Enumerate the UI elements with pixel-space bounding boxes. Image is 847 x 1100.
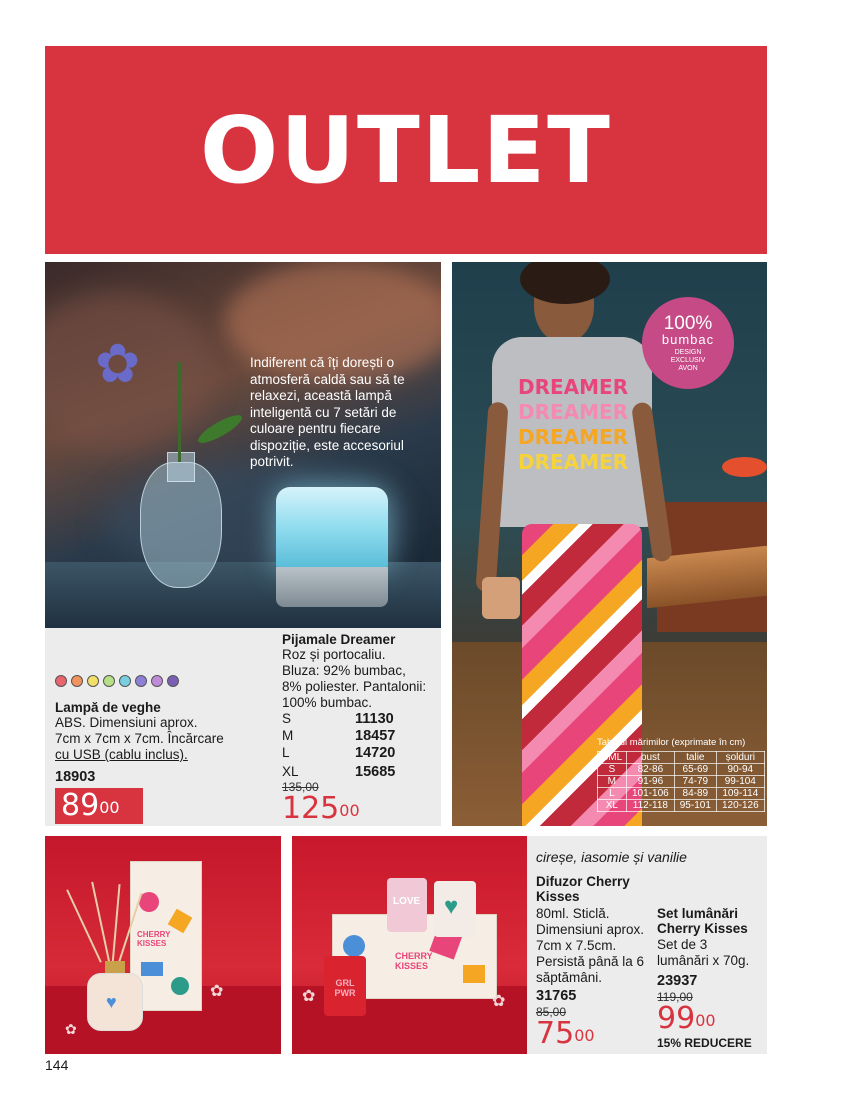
size-label: L — [282, 745, 290, 760]
badge-percent: 100% — [663, 313, 713, 334]
pajamas-price: $125^{00}$ — [282, 791, 360, 826]
box-label: CHERRY — [395, 951, 433, 961]
table-row — [598, 800, 765, 812]
candles-code: 23937 — [657, 973, 698, 989]
size-table — [597, 751, 765, 812]
diffuser-code: 31765 — [536, 988, 577, 1004]
table-cell: 99-104 — [716, 776, 764, 788]
lamp-details: cu USB (cablu inclus). — [55, 747, 188, 762]
lamp-details: ABS. Dimensiuni aprox. — [55, 715, 198, 730]
size-label: S — [282, 711, 292, 726]
candle-label: LOVE — [393, 896, 421, 907]
badge-text: AVON — [678, 365, 698, 372]
diffuser-details: Dimensiuni aprox. — [536, 922, 645, 937]
cherry-kisses-info-panel — [527, 836, 767, 1054]
pajamas-details: Roz și portocaliu. — [282, 647, 386, 662]
color-dot — [151, 675, 163, 687]
table-header: SML — [598, 752, 627, 764]
size-chart-caption: Tabelul mărimilor (exprimate în cm) — [597, 737, 746, 748]
color-dot — [55, 675, 67, 687]
candle-heart: ♥ — [434, 881, 476, 937]
color-dot — [135, 675, 147, 687]
size-code: 14720 — [355, 745, 396, 761]
color-dot — [71, 675, 83, 687]
pajamas-old-price: 135,00 — [282, 780, 319, 794]
color-dot — [103, 675, 115, 687]
banner-title: OUTLET — [200, 96, 612, 204]
diffuser-price: $75^{00}$ — [536, 1016, 595, 1051]
table-cell: 109-114 — [716, 788, 764, 800]
table-cell: 101-106 — [626, 788, 674, 800]
table-row — [598, 776, 765, 788]
badge-text: DESIGN — [674, 349, 702, 356]
size-label: XL — [282, 764, 299, 779]
pajamas-info-panel — [279, 628, 441, 826]
shirt-print: DREAMER — [518, 375, 629, 399]
table-cell: L — [598, 788, 627, 800]
smart-lamp — [276, 487, 388, 607]
pajamas-details: 8% poliester. Pantalonii: — [282, 679, 427, 694]
box-label: KISSES — [395, 961, 429, 971]
lamp-title: Lampă de veghe — [55, 700, 161, 715]
table-header: talie — [675, 752, 717, 764]
diffuser-bottle: ♥ — [87, 973, 143, 1031]
size-code: 18457 — [355, 728, 396, 744]
diffuser-old-price: 85,00 — [536, 1005, 567, 1019]
table-cell: 120-126 — [716, 800, 764, 812]
table-header-row — [598, 752, 765, 764]
table-cell: 82-86 — [626, 764, 674, 776]
table-cell: M — [598, 776, 627, 788]
pajamas-details: 100% bumbac. — [282, 695, 373, 710]
size-code: 11130 — [355, 711, 394, 727]
table-header: șolduri — [716, 752, 764, 764]
diffuser-details: Persistă până la 6 — [536, 954, 645, 969]
candles-title: Cherry Kisses — [657, 921, 748, 936]
candles-title: Set lumânări — [657, 906, 739, 921]
box-label: KISSES — [137, 939, 167, 948]
table-cell: 91-96 — [626, 776, 674, 788]
candle-grl-pwr — [324, 956, 366, 1016]
color-dot — [119, 675, 131, 687]
table-cell: 112-118 — [626, 800, 674, 812]
pajama-shirt — [492, 337, 652, 527]
lamp-details: 7cm x 7cm x 7cm. Încărcare — [55, 731, 224, 746]
lamp-info-panel — [45, 628, 279, 826]
badge-material: bumbac — [661, 332, 715, 347]
flower-icon: ✿ — [95, 334, 141, 394]
diffuser-details: 7cm x 7.5cm. — [536, 938, 617, 953]
diffuser-title: Difuzor Cherry — [536, 874, 630, 889]
page-number: 144 — [45, 1057, 69, 1073]
lamp-price: $89^{00}$ — [61, 788, 120, 823]
lamp-code: 18903 — [55, 769, 96, 785]
color-dot — [87, 675, 99, 687]
box-label: CHERRY — [137, 930, 171, 939]
shirt-print: DREAMER — [518, 425, 629, 449]
table-cell: S — [598, 764, 627, 776]
diffuser-details: 80ml. Sticlă. — [536, 906, 610, 921]
table-cell: 74-79 — [675, 776, 717, 788]
size-label: M — [282, 728, 294, 743]
diffuser-details: săptămâni. — [536, 970, 603, 985]
table-cell: 84-89 — [675, 788, 717, 800]
pajamas-details: Bluza: 92% bumbac, — [282, 663, 406, 678]
candles-details: lumânări x 70g. — [657, 953, 750, 968]
table-cell: 90-94 — [716, 764, 764, 776]
candles-price: $99^{00}$ — [657, 1001, 716, 1036]
candle-set-photo: CHERRY KISSES LOVE ♥ GRL PWR ✿ ✿ — [292, 836, 527, 1054]
table-header: bust — [626, 752, 674, 764]
candle-love — [387, 878, 427, 932]
cotton-badge — [642, 297, 734, 389]
table-cell: 95-101 — [675, 800, 717, 812]
candle-label: GRL PWR — [334, 978, 356, 998]
diffuser-photo: CHERRY KISSES ♥ ✿ ✿ — [45, 836, 281, 1054]
diffuser-title: Kisses — [536, 889, 580, 904]
shirt-print: DREAMER — [518, 400, 629, 424]
badge-text: EXCLUSIV — [670, 357, 706, 364]
outlet-banner — [45, 46, 767, 254]
table-row — [598, 764, 765, 776]
candles-old-price: 119,00 — [657, 990, 693, 1004]
table-row — [598, 788, 765, 800]
discount-label: 15% REDUCERE — [657, 1036, 752, 1050]
table-cell: 65-69 — [675, 764, 717, 776]
size-chart — [597, 737, 765, 812]
shirt-print: DREAMER — [518, 450, 629, 474]
lamp-description: Indiferent că îți dorești o atmosferă caldă sau să te relaxezi, această lampă inteligentă cu 7 setări de culoare pentru fiecare dispoziție, este accesoriul potrivit. — [250, 355, 405, 469]
candles-details: Set de 3 — [657, 937, 708, 952]
scent-line: cireșe, iasomie și vanilie — [536, 849, 687, 865]
color-dot — [167, 675, 179, 687]
table-cell: XL — [598, 800, 627, 812]
size-code: 15685 — [355, 764, 396, 780]
pajamas-title: Pijamale Dreamer — [282, 632, 396, 647]
